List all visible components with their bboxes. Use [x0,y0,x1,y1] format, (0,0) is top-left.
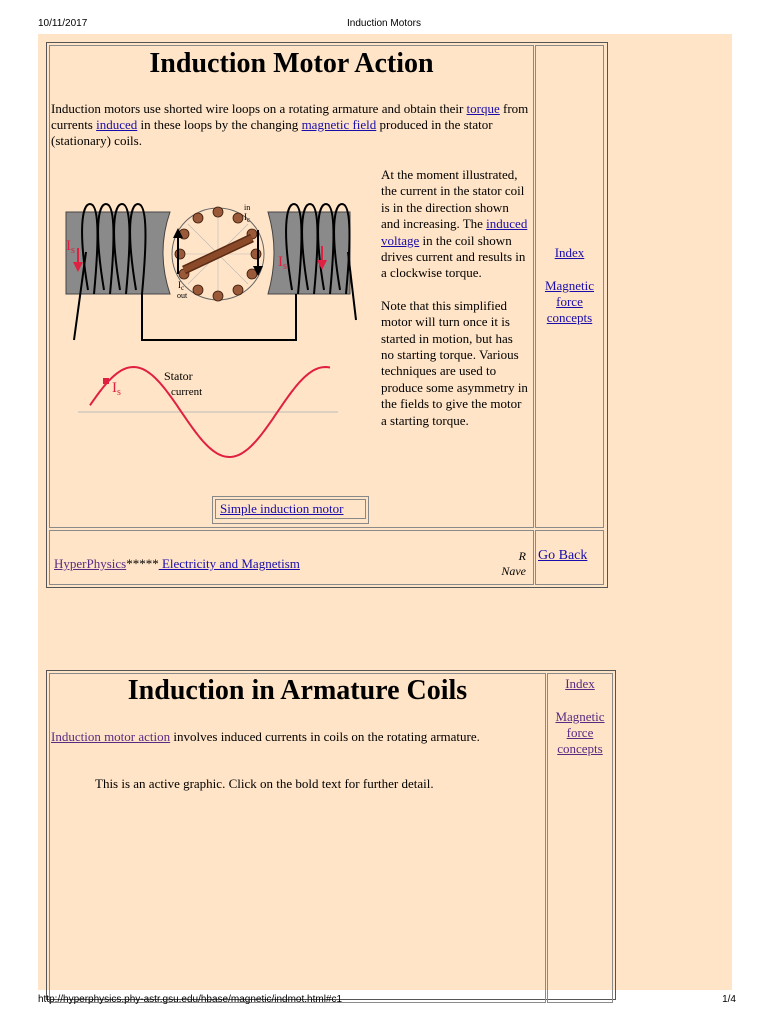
electricity-magnetism-link[interactable]: Electricity and Magnetism [158,556,300,571]
print-title: Induction Motors [347,18,421,29]
hyperphysics-link[interactable]: HyperPhysics [54,556,127,571]
section1-side-links [536,245,603,326]
concepts-link[interactable]: concepts [546,310,593,325]
intro-text-4: produced in the stator (stationary) coils. [51,117,493,148]
print-page-number: 1/4 [722,994,736,1005]
intro-text-3: in these loops by the changing [137,117,302,132]
magnetic-link-2[interactable]: Magnetic [555,709,605,724]
current-marker [103,378,109,384]
simple-induction-motor-frame [212,496,369,524]
out-label: out [177,291,188,300]
magnetic-field-link[interactable]: magnetic field [301,117,377,132]
force-link[interactable]: force [556,294,583,309]
ic-label-bottom: I [178,280,181,290]
index-link[interactable]: Index [554,245,585,260]
section2-main-cell [49,673,546,1003]
print-url: http://hyperphysics.phy-astr.gsu.edu/hbase/magnetic/indmot.html#c1 [38,994,343,1005]
in-label: in [244,203,251,212]
explanation-p2: Note that this simplified motor will turn once it is started in motion, but has no starting torque. Various techniques are used to produce some asymmetry in the fields to give the motor a starting torque. [381,297,528,428]
simple-induction-motor-button[interactable]: Simple induction motor [220,501,344,516]
print-header [0,0,768,34]
go-back-link[interactable]: Go Back [538,548,588,563]
author-r: R [518,549,526,563]
torque-link[interactable]: torque [466,101,500,116]
print-footer [0,990,768,1024]
induced-voltage-link[interactable]: induced voltage [381,216,528,248]
section2-title: Induction in Armature Coils [127,675,468,706]
is-sub-right: s [283,261,287,272]
section1-title: Induction Motor Action [149,48,434,79]
author-credit [490,549,526,579]
svg-text:Is [112,380,121,398]
magnetic-link[interactable]: Magnetic [544,278,595,293]
ic-label-top: I [244,212,247,222]
ic-sub-top: c [247,216,251,224]
section1-explanation [381,167,529,429]
section1-footer [54,556,374,572]
index-link-2[interactable]: Index [565,676,595,691]
induction-motor-action-link[interactable]: Induction motor action [51,729,171,744]
stator-label: Stator [164,369,193,383]
stars: ***** [126,556,159,571]
author-nave: Nave [501,564,526,578]
current-label: current [171,386,203,398]
section1-intro [51,101,529,149]
print-date: 10/11/2017 [38,18,88,29]
section2-side-links [548,676,612,757]
intro-text-1: Induction motors use shorted wire loops on a rotating armature and obtain their [51,101,467,116]
section2-intro: Induction motor action involves induced currents in coils on the rotating armature. [51,729,480,744]
force-link-2[interactable]: force [566,725,594,740]
is-sub-left: s [71,245,75,256]
is-label-wave: I [112,380,117,396]
is-sub-wave: s [117,387,121,398]
concepts-link-2[interactable]: concepts [557,741,603,756]
intro-text-2: from currents [51,101,529,132]
explanation-p1: At the moment illustrated, the current in the stator coil is in the direction shown and increasing. The induced voltage in the coil shown drives current and results in a clockwise torque. [381,167,528,281]
is-label-left: I [66,238,71,254]
induced-link[interactable]: induced [96,117,138,132]
induction-motor-diagram [60,190,360,490]
active-graphic-note: This is an active graphic. Click on the bold text for further detail. [95,776,434,791]
is-label-right: I [278,254,283,270]
ic-sub-bottom: c [181,284,185,292]
